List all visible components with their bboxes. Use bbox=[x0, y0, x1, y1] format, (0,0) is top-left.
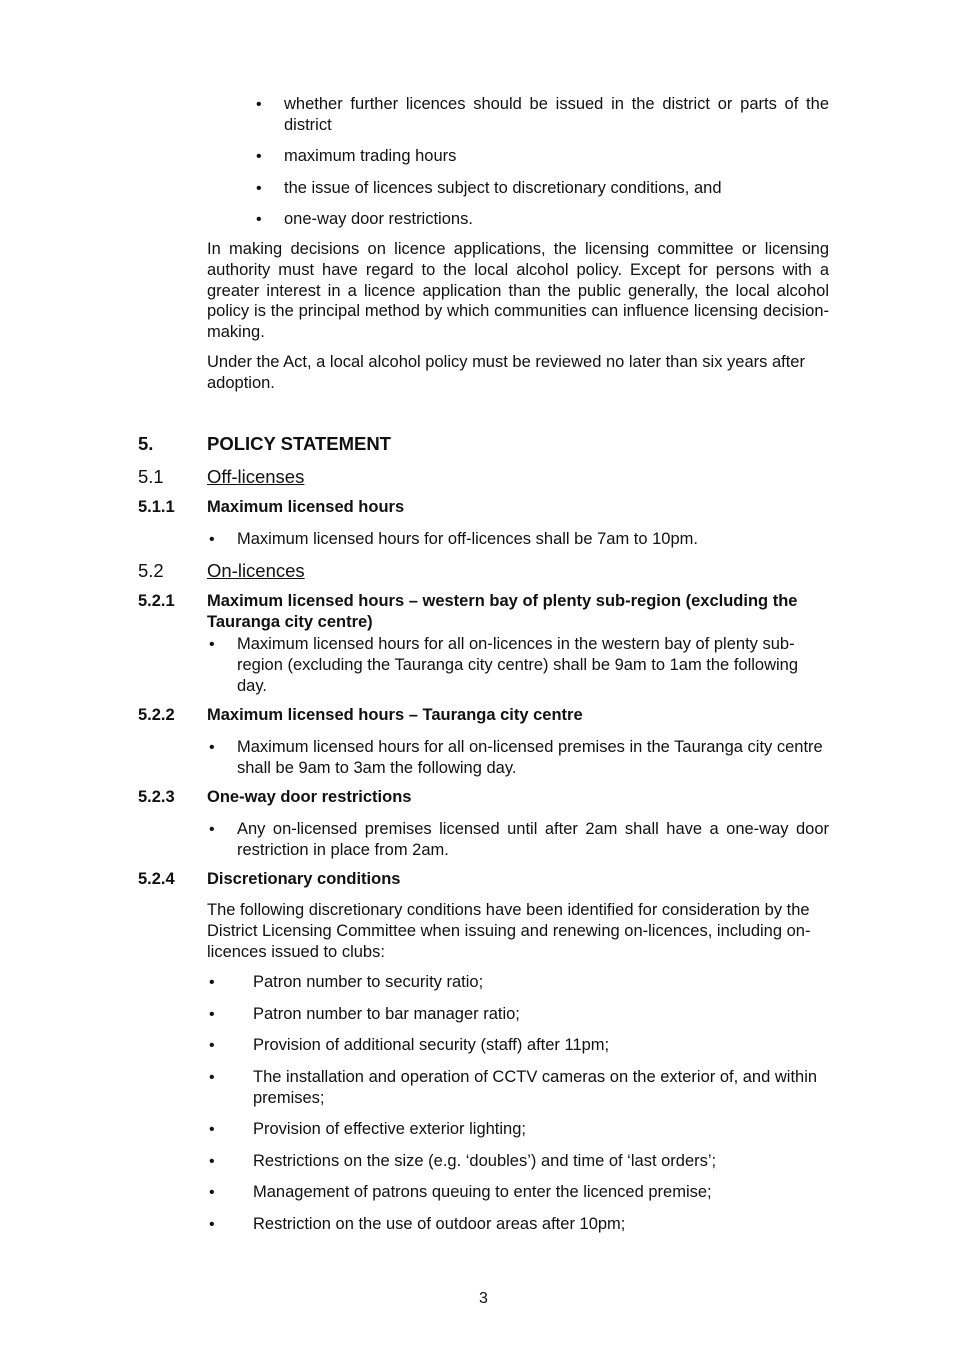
bullet-marker: • bbox=[209, 1121, 215, 1138]
intro-bullet-1: whether further licences should be issued in the district or parts of the district bbox=[284, 95, 829, 134]
intro-paragraph-1: In making decisions on licence applications, the licensing committee or licensing authority must have regard to the local alcohol policy. Except for persons with a greater interest in a licence application than the public generally, the local alcohol policy is the principal method by which communities can influence licensing decision-making. bbox=[207, 240, 829, 342]
off-licence-hours-bullet: Maximum licensed hours for off-licences shall be 7am to 10pm. bbox=[237, 530, 698, 548]
section-title-policy-statement: POLICY STATEMENT bbox=[207, 433, 391, 454]
section-title-maximum-licensed-hours: Maximum licensed hours bbox=[207, 498, 405, 516]
bullet-marker: • bbox=[209, 1037, 215, 1054]
section-number: 5.2.4 bbox=[138, 870, 175, 888]
bullet-marker: • bbox=[209, 1216, 215, 1233]
section-number: 5.2.3 bbox=[138, 788, 175, 806]
bullet-marker: • bbox=[209, 1184, 215, 1201]
condition-item: Management of patrons queuing to enter the licenced premise; bbox=[253, 1183, 712, 1201]
bullet-marker: • bbox=[209, 821, 215, 838]
section-title-tauranga-city-hours: Maximum licensed hours – Tauranga city centre bbox=[207, 706, 583, 724]
intro-paragraph-2: Under the Act, a local alcohol policy must be reviewed no later than six years after adoption. bbox=[207, 353, 805, 392]
tauranga-city-hours-bullet: Maximum licensed hours for all on-licensed premises in the Tauranga city centre shall be 9am to 3am the following day. bbox=[237, 738, 823, 777]
bullet-marker: • bbox=[256, 211, 262, 228]
section-title-one-way-door: One-way door restrictions bbox=[207, 788, 412, 806]
intro-bullet-2: maximum trading hours bbox=[284, 147, 457, 165]
section-number: 5.2.1 bbox=[138, 592, 175, 610]
bullet-marker: • bbox=[209, 1153, 215, 1170]
section-number: 5.2 bbox=[138, 560, 164, 581]
bullet-marker: • bbox=[209, 739, 215, 756]
condition-item: Restrictions on the size (e.g. ‘doubles’) and time of ‘last orders’; bbox=[253, 1152, 717, 1170]
section-number: 5.2.2 bbox=[138, 706, 175, 724]
bullet-marker: • bbox=[209, 1006, 215, 1023]
page-number: 3 bbox=[479, 1290, 488, 1307]
bullet-marker: • bbox=[209, 531, 215, 548]
bullet-marker: • bbox=[209, 974, 215, 991]
condition-item: Patron number to bar manager ratio; bbox=[253, 1005, 520, 1023]
section-title-discretionary-conditions: Discretionary conditions bbox=[207, 870, 401, 888]
condition-item: Provision of effective exterior lighting; bbox=[253, 1120, 526, 1138]
intro-bullet-3: the issue of licences subject to discretionary conditions, and bbox=[284, 179, 722, 197]
bullet-marker: • bbox=[256, 96, 262, 113]
condition-item: Provision of additional security (staff) after 11pm; bbox=[253, 1036, 610, 1054]
discretionary-conditions-intro: The following discretionary conditions have been identified for consideration by the District Licensing Committee when issuing and renewing on-licences, including on-licences issued to clubs: bbox=[207, 901, 811, 961]
section-number: 5.1 bbox=[138, 466, 164, 487]
bullet-marker: • bbox=[209, 1069, 215, 1086]
section-number: 5. bbox=[138, 433, 154, 454]
section-title-on-licences: On-licences bbox=[207, 560, 305, 581]
bullet-marker: • bbox=[256, 180, 262, 197]
condition-item: The installation and operation of CCTV cameras on the exterior of, and within premises; bbox=[253, 1068, 818, 1107]
intro-bullet-4: one-way door restrictions. bbox=[284, 210, 473, 228]
section-number: 5.1.1 bbox=[138, 498, 175, 516]
one-way-door-bullet: Any on-licensed premises licensed until after 2am shall have a one-way door restriction in place from 2am. bbox=[237, 820, 829, 859]
western-bay-hours-bullet: Maximum licensed hours for all on-licences in the western bay of plenty sub-region (excluding the Tauranga city centre) shall be 9am to 1am the following day. bbox=[237, 635, 799, 695]
condition-item: Patron number to security ratio; bbox=[253, 973, 484, 991]
bullet-marker: • bbox=[209, 636, 215, 653]
condition-item: Restriction on the use of outdoor areas after 10pm; bbox=[253, 1215, 626, 1233]
section-title-off-licenses: Off-licenses bbox=[207, 466, 305, 487]
bullet-marker: • bbox=[256, 148, 262, 165]
section-title-western-bay-hours: Maximum licensed hours – western bay of plenty sub-region (excluding the Tauranga city centre) bbox=[207, 592, 798, 631]
